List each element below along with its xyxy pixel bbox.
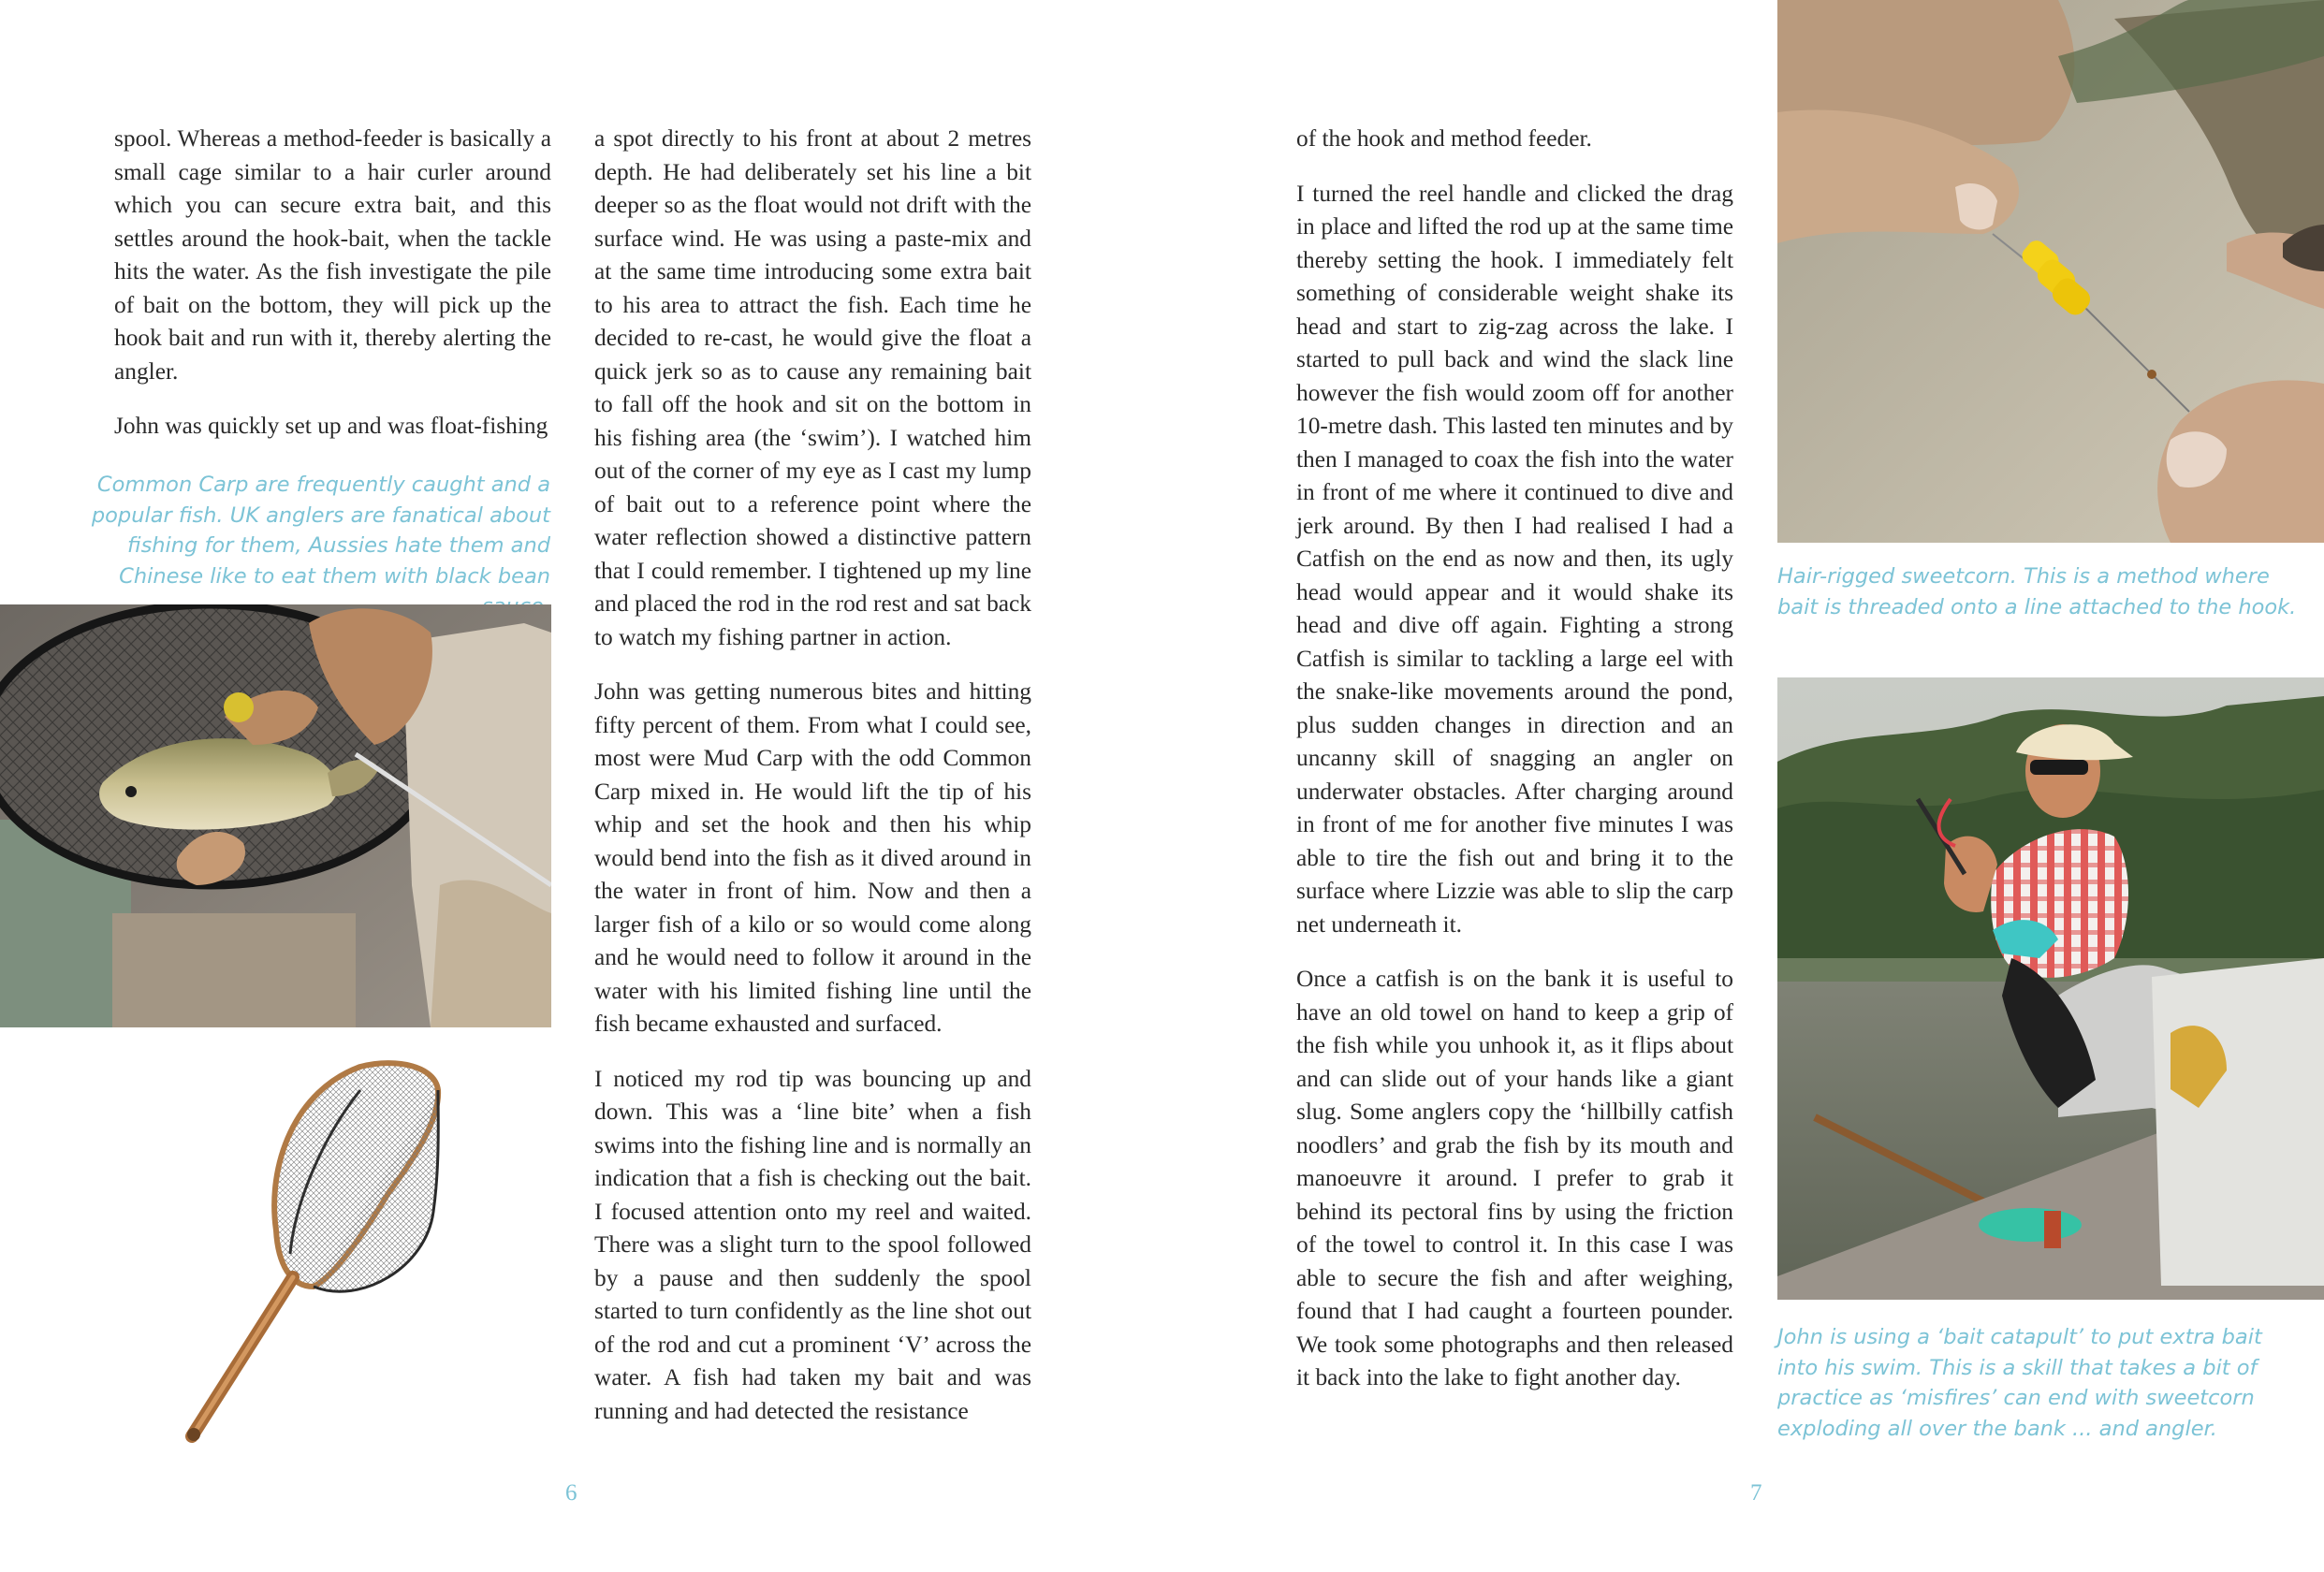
paragraph: a spot directly to his front at about 2 metres depth. He had deliberately set his line a bit deeper so as the float would not drift with the surface wind. He was using a paste-mix and at the same time introducing some extra bait to his area to attract the fish. Each time he decided to re-cast, he would give the float a quick jerk so as to cause any remaining bait to fall off the hook and sit on the bottom in his fishing area (the ‘swim’). I watched him out of the corner of my eye as I cast my lump of bait out to a reference point where the water reflection showed a distinctive pattern that I could remember. I tightened up my line and placed the rod in the rod rest and sat back to watch my fishing partner in action. bbox=[594, 125, 1031, 650]
paragraph: John was getting numerous bites and hitting fifty percent of them. From what I could see, most were Mud Carp with the odd Common Carp mixed in. He would lift the tip of his whip and set the hook and then his whip would bend into the fish as it dived around in the water in front of him. Now and then a larger fish of a kilo or so would come along and he would need to follow it around in the water with his limited fishing line until the fish became exhausted and surfaced. bbox=[594, 678, 1031, 1037]
left-page-column-2 bbox=[594, 123, 1031, 1449]
paragraph: I turned the reel handle and clicked the drag in place and lifted the rod up at the same time thereby setting the hook. I immediately felt something of considerable weight shake its head and start to zig-zag across the lake. I started to pull back and wind the slack line however the fish would zoom off for another 10-metre dash. This lasted ten minutes and by then I managed to coax the fish into the water in front of me where it continued to dive and jerk around. By then I had realised I had a Catfish on the end as now and then, its ugly head would appear and it would shake its head and dive off again. Fighting a strong Catfish is similar to tackling a large eel with the snake-like movements around the pond, plus sudden changes in direction and an uncanny skill of snagging an angler on underwater obstacles. After charging around in front of me for another five minutes I was able to tire the fish out and bring it to the surface where Lizzie was able to slip the carp net underneath it. bbox=[1296, 180, 1733, 938]
catapult-caption: John is using a ‘bait catapult’ to put extra bait into his swim. This is a skill that takes a bit of practice as ‘misfires’ can end with sweetcorn exploding all over the bank ... and angler. bbox=[1777, 1325, 2262, 1441]
paragraph: of the hook and method feeder. bbox=[1296, 125, 1592, 152]
landing-net-image bbox=[173, 1053, 449, 1450]
sweetcorn-rig-illustration bbox=[1777, 0, 2324, 543]
bait-catapult-photo bbox=[1777, 677, 2324, 1300]
sweetcorn-caption: Hair-rigged sweetcorn. This is a method where bait is threaded onto a line attached to the hook. bbox=[1777, 564, 2297, 619]
bait-catapult-illustration bbox=[1777, 677, 2324, 1300]
paragraph: spool. Whereas a method-feeder is basically a small cage similar to a hair curler around which you can secure extra bait, and this settles around the hook-bait, when the tackle hits the water. As the fish investigate the pile of bait on the bottom, they will pick up the hook bait and run with it, thereby alerting the angler. bbox=[114, 125, 551, 385]
paragraph: Once a catfish is on the bank it is useful to have an old towel on hand to keep a grip of the fish while you unhook it, as it flips about and can slide out of your hands like a giant slug. Some anglers copy the ‘hillbilly catfish noodlers’ and grab the fish by its mouth and manoeuvre it around. I prefer to grab it behind its pectoral fins by using the friction of the towel to control it. In this case I was able to secure the fish and after weighing, found that I had caught a fourteen pounder. We took some photographs and then released it back into the lake to fight another day. bbox=[1296, 966, 1733, 1390]
sweetcorn-rig-photo bbox=[1777, 0, 2324, 543]
paragraph: I noticed my rod tip was bouncing up and down. This was a ‘line bite’ when a fish swims into the fishing line and is normally an indication that a fish is checking out the bait. I focused attention onto my reel and waited. There was a slight turn to the spool followed by a pause and then suddenly the spool started to turn confidently as the line shot out of the rod and cut a prominent ‘V’ across the water. A fish had taken my bait and was running and had detected the resistance bbox=[594, 1065, 1031, 1424]
carp-caption: Common Carp are frequently caught and a popular fish. UK anglers are fanatical about fishing for them, Aussies hate them and Chinese like to eat them with black bean bbox=[91, 473, 550, 589]
carp-net-photo-illustration bbox=[0, 604, 551, 1027]
carp-net-photo bbox=[0, 604, 551, 1027]
page-number-left: 6 bbox=[565, 1480, 577, 1506]
paragraph: John was quickly set up and was float-fishing bbox=[114, 413, 548, 439]
left-page-column-1 bbox=[114, 123, 551, 465]
right-page-column-1 bbox=[1296, 123, 1733, 1417]
landing-net-illustration bbox=[173, 1053, 449, 1450]
page-number-right: 7 bbox=[1750, 1480, 1762, 1506]
